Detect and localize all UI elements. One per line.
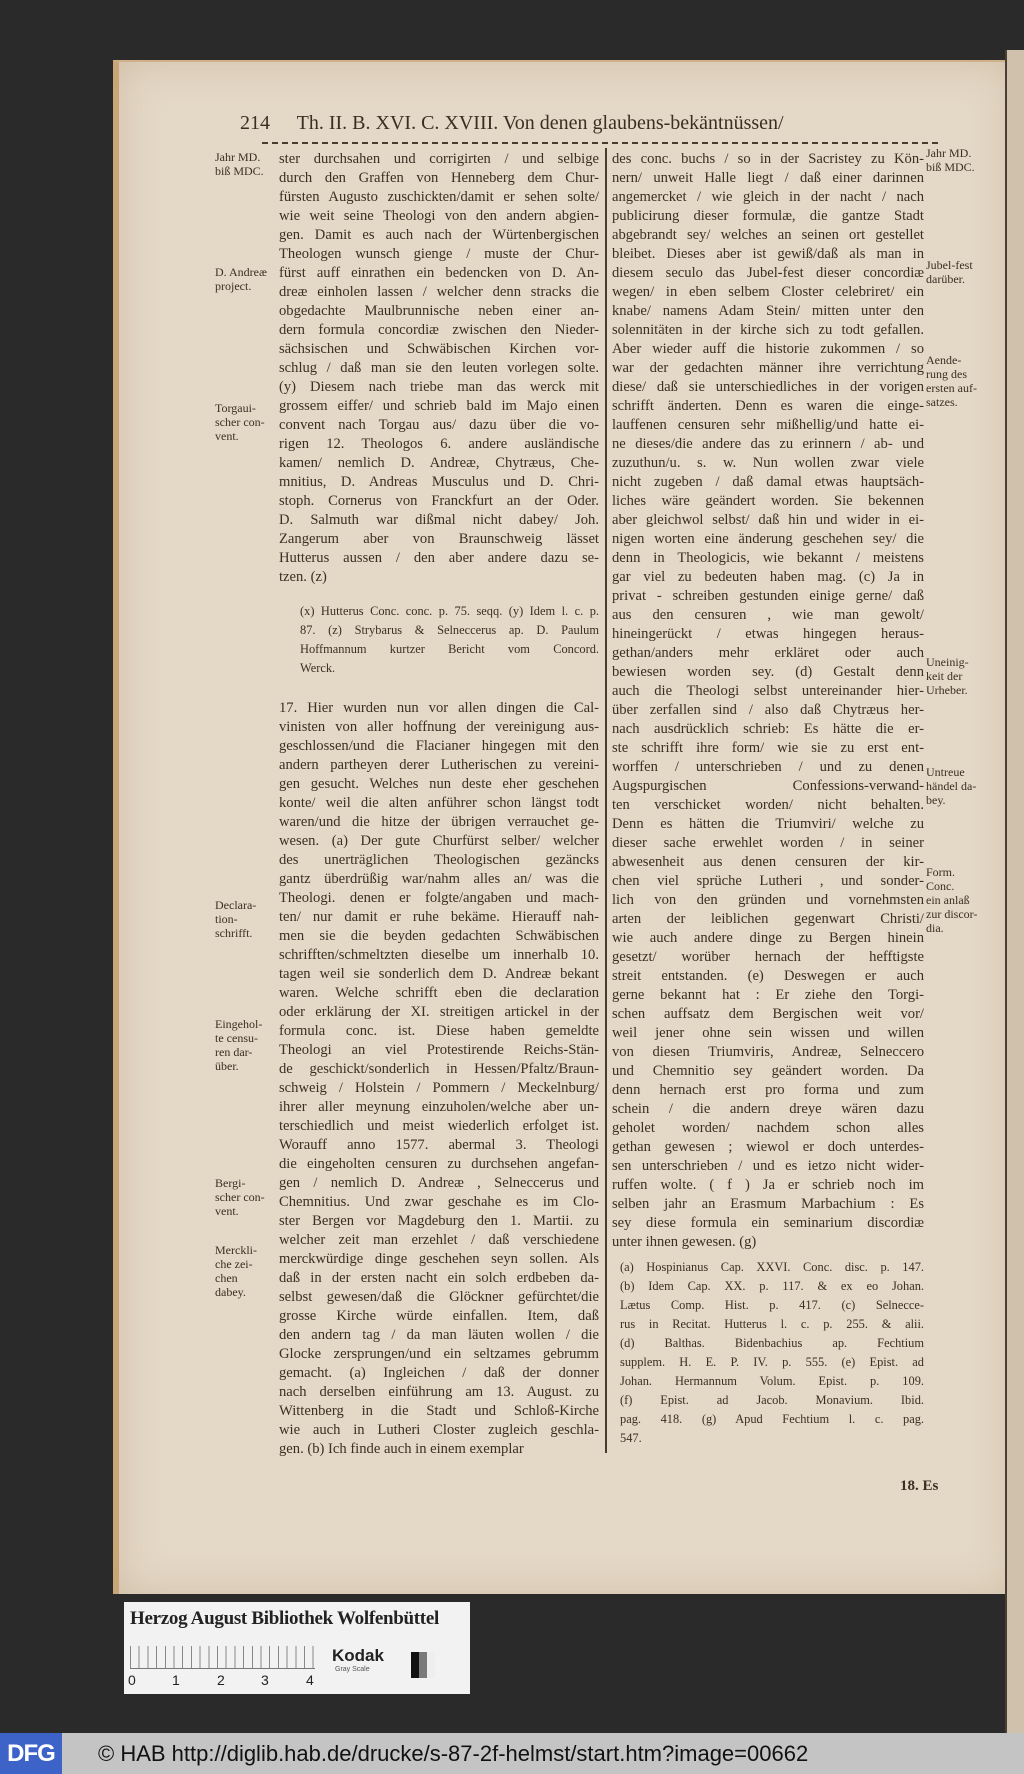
text-line: die eingeholten censuren zu durchsehen angefan- [279,1156,599,1172]
margin-note-line: bey. [926,793,946,807]
credit-link[interactable]: © HAB http://diglib.hab.de/drucke/s-87-2f-helmst/start.htm?image=00662 [98,1741,809,1766]
text-line: sey diese formula ein seminarium discordiæ [612,1215,924,1231]
margin-note-line: schrifft. [215,926,253,940]
text-line: schein / die andern dreye wären dazu [612,1101,924,1117]
margin-note [215,898,256,940]
ruler-number: 2 [217,1672,225,1688]
text-line: chen viel sprüche Lutheri , und sonder- [612,873,924,889]
text-line: lich von den gründen und vornehmsten [612,892,924,908]
text-line: vinisten von aller hoffnung der vereinigung aus- [279,719,599,735]
text-line: dreæ einholen lassen / welcher denn stracks die [279,284,599,300]
margin-note-line: vent. [215,429,239,443]
dfg-logo: DFG [0,1733,62,1774]
text-line: Aber wieder auff die historie zukommen / so [612,341,924,357]
text-line: hineingerückt / etwas hingegen heraus- [612,626,924,642]
text-line: andern partheyen derer Lutherischen zu vereini- [279,757,599,773]
margin-note-line: Declara- [215,898,257,912]
margin-note-line: Aende- [926,353,962,367]
right-column-footnotes [620,1258,924,1448]
text-line: 17. Hier wurden nun vor allen dingen die Cal- [279,700,599,716]
margin-note-line: Uneinig- [926,655,969,669]
ruler-number: 3 [261,1672,269,1688]
margin-note-line: dia. [926,921,944,935]
text-line: und Chemnitio sey geändert worden. Da [612,1063,924,1079]
text-line: von diesen Triumviris, Andreæ, Selneccero [612,1044,924,1060]
text-line: welcher zeit man erzehlet / daß verschiedene [279,1232,599,1248]
header-rule [262,142,938,144]
margin-note-line: über. [215,1059,239,1073]
text-line: gerne bekannt hat : Er ziehe den Torgi- [612,987,924,1003]
margin-note-line: D. Andreæ [215,265,267,279]
text-line: Glocke zersprungen/und ein seltzames gebrumm [279,1346,599,1362]
text-line: ihrer aller meynung einzuholen/welche aber un- [279,1099,599,1115]
text-line: angemercket / wie gleich in der nacht / nach [612,189,924,205]
running-title: Th. II. B. XVI. C. XVIII. Von denen glaubens-bekäntnüssen/ [296,112,784,134]
footer-bar [0,1733,1024,1774]
text-line: aber gleichwol selbst/ daß hin und wider in ei- [612,512,924,528]
text-line: dern formula concordiæ zwischen den Nieder- [279,322,599,338]
margin-note-line: scher con- [215,415,265,429]
text-line: Hoffmannum kurtzer Bericht vom Concord. [300,642,599,656]
text-line: ster durchsahen und corrigirten / und selbige [279,151,599,167]
text-line: sächsischen und Schwäbischen Kirchen vor- [279,341,599,357]
text-line: unter ihnen gewesen. (g) [612,1234,757,1250]
text-line: auch die Theologi selbst untereinander hier- [612,683,924,699]
text-line: Lætus Comp. Hist. p. 417. (c) Selnecce- [620,1298,924,1312]
margin-note-line: dabey. [215,1285,246,1299]
text-line: (x) Hutterus Conc. conc. p. 75. seqq. (y) Idem l. c. p. [300,604,599,618]
text-line: D. Salmuth war dißmal nicht dabey/ Joh. [279,512,599,528]
margin-note [215,1017,262,1073]
margin-note-line: Bergi- [215,1176,246,1190]
text-line: wie auch andere dinge zu Bergen hinein [612,930,924,946]
text-line: terschiedlich und meist wiederlich erfolget ist. [279,1118,599,1134]
ruler-number: 4 [306,1672,314,1688]
margin-note-line: scher con- [215,1190,265,1204]
text-line: Theologi. denen er folgte/angaben und mach- [279,890,599,906]
kodak-logo: Kodak [332,1646,384,1665]
text-line: nigen worten eine änderung geschehen sey/ die [612,531,924,547]
text-line: denn hernach erst pro forma und zum [612,1082,924,1098]
text-line: pag. 418. (g) Apud Fechtium l. c. pag. [620,1412,924,1426]
text-line: solennitäten in der kirche sich zu todt gefallen. [612,322,924,338]
text-line: lauffenen censuren sehr mißhellig/und hatte ei- [612,417,924,433]
text-line: tagen weil sie sonderlich dem D. Andreæ bekant [279,966,599,982]
text-line: Augspurgischen Confessions-verwand- [612,778,924,794]
scale-ruler [130,1646,315,1669]
text-line: Hutterus aussen / den aber andere dazu se- [279,550,599,566]
text-line: waren. Welche schrifft eben die declaration [279,985,599,1001]
text-line: nicht zugeben / daß damal etwas hauptsäch- [612,474,924,490]
text-line: geschlossen/und die Flacianer hingegen mit den [279,738,599,754]
text-line: rus in Recitat. Hutterus l. c. p. 255. & alii. [620,1317,924,1331]
margin-note-line: Torgaui- [215,401,256,415]
margin-note [926,865,977,935]
text-line: gethan gewesen ; wiewol er doch unterdes- [612,1139,924,1155]
text-line: diesem seculo das Jubel-fest dieser concordiæ [612,265,924,281]
margin-note-line: vent. [215,1204,239,1218]
text-line: bewiesen worden sey. (d) Gestalt denn [612,664,924,680]
text-line: liches wäre geändert worden. Sie bekennen [612,493,924,509]
margin-note-line: keit der [926,669,963,683]
text-line: arten der leiblichen gegenwart Christi/ [612,911,924,927]
text-line: streit entstanden. (e) Deswegen er auch [612,968,924,984]
text-line: des conc. buchs / so in der Sacristey zu Kön- [612,151,924,167]
text-line: merckwürdige dinge geschehen seyn sollen. Als [279,1251,599,1267]
text-line: gethan/anders mehr erkläret oder auch [612,645,924,661]
text-line: knabe/ namens Adam Stein/ mitten unter den [612,303,924,319]
text-line: gar viel zu bedeuten haben mag. (c) Ja in [612,569,924,585]
margin-note-line: ren dar- [215,1045,253,1059]
scan-label [124,1602,470,1694]
text-line: (y) Diesem nach triebe man das werck mit [279,379,599,395]
text-line: wie weit seine Theologi von den andern abgien- [279,208,599,224]
library-name: Herzog August Bibliothek Wolfenbüttel [130,1608,439,1629]
margin-note-line: ein anlaß [926,893,970,907]
text-line: privat - schreiben gestunden einige gerne/ daß [612,588,924,604]
text-line: abwesenheit aus denen censuren der kir- [612,854,924,870]
text-line: ten/ nur damit er ruhe bekäme. Hierauff nah- [279,909,599,925]
text-line: Werck. [300,661,336,675]
margin-note-line: tion- [215,912,238,926]
text-line: schrifft änderten. Denn es waren die einge- [612,398,924,414]
text-line: kamen/ nemlich D. Andreæ, Chytræus, Che- [279,455,599,471]
text-line: schweig / Holstein / Pommern / Meckelnburg/ [279,1080,599,1096]
text-line: rigen 12. Theologos 6. andere ausländische [279,436,599,452]
text-line: supplem. H. E. P. IV. p. 555. (e) Epist. ad [620,1355,924,1369]
left-column-footnotes [300,602,599,678]
text-line: nach derselben einführung am 13. August. zu [279,1384,599,1400]
text-line: grossem eiffer/ und schrieb bald im Majo einen [279,398,599,414]
margin-note-line: biß MDC. [215,164,264,178]
text-line: Chemnitius. Und zwar geschahe es im Clo- [279,1194,599,1210]
text-line: fürst auff einrathen ein bedencken von D. An- [279,265,599,281]
page-number: 214 [240,112,270,134]
left-column-text [279,150,599,587]
text-line: dieser sache erwehlet worden / in seiner [612,835,924,851]
margin-note [215,150,264,178]
text-line: wie auch in Lutheri Closter zugleich geschla- [279,1422,599,1438]
margin-note-line: che zei- [215,1257,253,1271]
text-line: gemacht. (a) Ingleichen / daß der donner [279,1365,599,1381]
text-line: nach ausdrücklich schrieb: Es hätte die er- [612,721,924,737]
margin-note-line: te censu- [215,1031,258,1045]
text-line: durch den Graffen von Henneberg dem Chur- [279,170,599,186]
text-line: ster Bergen vor Magdeburg den 1. Martii. zu [279,1213,599,1229]
margin-note-line: ersten auf- [926,381,977,395]
text-line: obgedachte Maulbrunnische neben einer an- [279,303,599,319]
text-line: zuzuthun/u. s. w. Nun wollen zwar viele [612,455,924,471]
margin-note-line: Untreue [926,765,965,779]
text-line: ten verschicket worden/ nicht behalten. [612,797,924,813]
text-line: den andern tag / da man läuten wollen / die [279,1327,599,1343]
catchword: 18. Es [900,1478,939,1494]
text-line: Denn es hätten die Triumviri/ welche zu [612,816,924,832]
text-line: wesen. (a) Der gute Churfürst selber/ welcher [279,833,599,849]
text-line: publicirung dieser formulæ, die gantze Stadt [612,208,924,224]
margin-note-line: project. [215,279,252,293]
text-line: schen auffsatz dem Bergischen weit vor/ [612,1006,924,1022]
margin-note [926,655,969,697]
margin-note-line: biß MDC. [926,160,975,174]
margin-note-line: Merckli- [215,1243,257,1257]
margin-note [926,353,977,409]
text-line: war der gedachten männer ihre verrichtung [612,360,924,376]
text-line: selbst gewesen/daß die Glöckner gefürchtet/die [279,1289,599,1305]
margin-note-line: Eingehol- [215,1017,263,1031]
margin-note [215,265,267,293]
text-line: konte/ weil die alten anführer schon längst todt [279,795,599,811]
text-line: gesetzt/ worüber hernach der hefftigste [612,949,924,965]
margin-note [215,401,265,443]
text-line: denn in Theologicis, wie bekannt / meistens [612,550,924,566]
text-line: weil jener ohne sein wissen und willen [612,1025,924,1041]
page-edge [1005,50,1024,1733]
text-line: über zerfallen sind / also daß Chytræus her- [612,702,924,718]
margin-note-line: darüber. [926,272,965,286]
gray-scale-label: Gray Scale [335,1666,370,1673]
text-line: formula conc. ist. Diese haben gemeldte [279,1023,599,1039]
margin-note-line: zur discor- [926,907,978,921]
text-line: nern/ unweit Halle liegt / daß einer darinnen [612,170,924,186]
text-line: 547. [620,1431,642,1445]
text-line: grosse Kirche würde einfallen. Item, daß [279,1308,599,1324]
text-line: (f) Epist. ad Jacob. Monavium. Ibid. [620,1393,924,1407]
margin-note [926,765,976,807]
text-line: bleibet. Dieses aber ist gewiß/daß als man in [612,246,924,262]
margin-note-line: Jubel-fest [926,258,973,272]
text-line: stoph. Cornerus von Franckfurt an der Oder. [279,493,599,509]
text-line: ruffen wolte. ( f ) Ja er schrieb noch im [612,1177,924,1193]
margin-note-line: rung des [926,367,967,381]
text-line: gen. (b) Ich finde auch in einem exemplar [279,1441,524,1457]
running-header [240,112,784,135]
text-line: geholet worden/ nachdem schon alles [612,1120,924,1136]
text-line: waren/und die hitze der übrigen verrauchet ge- [279,814,599,830]
text-line: wegen/ in eben selbem Closter celebriret/ ein [612,284,924,300]
text-line: (d) Balthas. Bidenbachius ap. Fechtium [620,1336,924,1350]
text-line: gen. Damit es auch nach der Würtenbergischen [279,227,599,243]
margin-note [926,146,975,174]
text-line: abgebrandt sey/ welches an seinen ort gestellet [612,227,924,243]
text-line: Wittenberg in die Stadt und Schloß-Kirche [279,1403,599,1419]
margin-note-line: händel da- [926,779,977,793]
text-line: Theologen wunsch gienge / muste der Chur- [279,246,599,262]
text-line: schrifften/schmeltzten dieselbe um innerhalb 10. [279,947,599,963]
text-line: de geschickt/sonderlich in Hessen/Pfaltz/Braun- [279,1061,599,1077]
margin-note-line: Form. [926,865,956,879]
gray-scale-swatch [411,1652,435,1678]
margin-note-line: satzes. [926,395,958,409]
text-line: gen gesucht. Welches nun deste eher geschehen [279,776,599,792]
margin-note-line: Jahr MD. [926,146,972,160]
margin-note-line: chen [215,1271,238,1285]
ruler-number: 0 [128,1672,136,1688]
text-line: worffen / unterschrieben / und zu denen [612,759,924,775]
margin-note-line: Jahr MD. [215,150,261,164]
margin-note [215,1243,257,1299]
text-line: sen unterschrieben / und es ietzo nicht wider- [612,1158,924,1174]
text-line: oder erklärung der XI. streitigen artickel in der [279,1004,599,1020]
text-line: Worauff anno 1577. abermal 3. Theologi [279,1137,599,1153]
margin-note [215,1176,265,1218]
text-line: convent nach Torgau aus/ dazu über die vo- [279,417,599,433]
text-line: des unerträglichen Theologischen gezäncks [279,852,599,868]
text-line: (a) Hospinianus Cap. XXVI. Conc. disc. p. 147. [620,1260,924,1274]
text-line: men sie die beyden gedachten Schwäbischen [279,928,599,944]
text-line: selben jahr an Erasmum Marbachium : Es [612,1196,924,1212]
text-line: tzen. (z) [279,569,327,585]
text-line: gen / nemlich D. Andreæ , Selneccerus und [279,1175,599,1191]
text-line: schlug / daß man sie den leuten vorlegen solte. [279,360,599,376]
text-line: mnitius, D. Andreas Musculus und D. Chri- [279,474,599,490]
margin-note-line: Urheber. [926,683,968,697]
text-line: Zangerum aber von Braunschweig lässet [279,531,599,547]
margin-note-line: Conc. [926,879,955,893]
text-line: 87. (z) Strybarus & Selneccerus ap. D. Paulum [300,623,599,637]
text-line: (b) Idem Cap. XX. p. 117. & ex eo Johan. [620,1279,924,1293]
right-column-text [612,150,924,1252]
margin-note [926,258,973,286]
text-line: gantz überdrüßig war/nahm alles an/ was die [279,871,599,887]
text-line: ne dieses/die andere das zu erinnern / ab- und [612,436,924,452]
ruler-number: 1 [172,1672,180,1688]
text-line: Theologi an viel Protestirende Reichs-Stän- [279,1042,599,1058]
left-column-text-2 [279,699,599,1459]
text-line: aus den censuren , wie man gewolt/ [612,607,924,623]
text-line: Johan. Hermannum Volum. Epist. p. 109. [620,1374,924,1388]
text-line: ste schrifft ihre form/ wie sie zu erst ent- [612,740,924,756]
text-line: fürsten Augusto zuschickten/damit er sehen solte/ [279,189,599,205]
text-line: diese/ daß sie unterschiedliches in der vorigen [612,379,924,395]
column-rule [605,148,607,1453]
text-line: daß in der ersten nacht ein solch erdbeben da- [279,1270,599,1286]
